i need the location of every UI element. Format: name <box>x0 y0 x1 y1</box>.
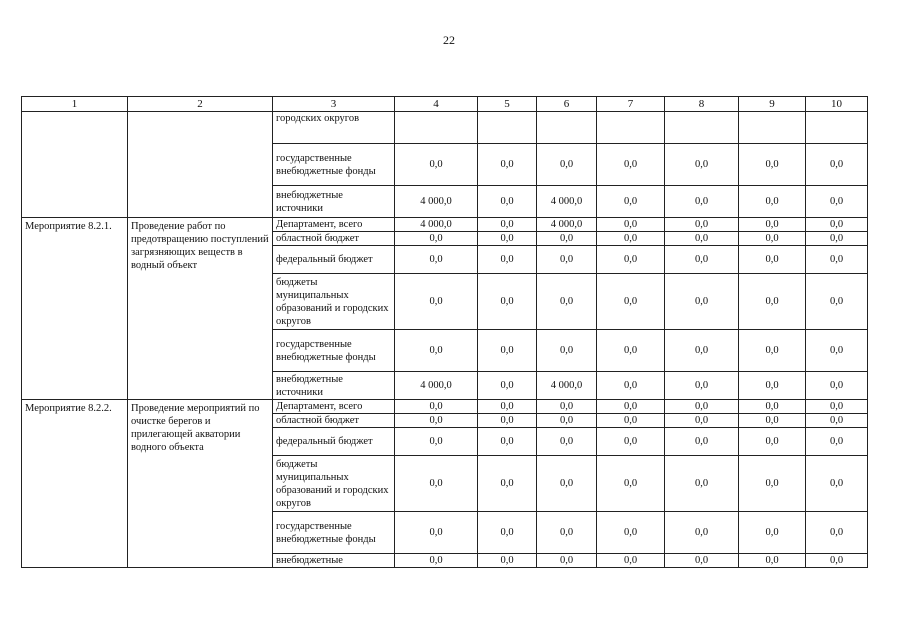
amount-cell: 0,0 <box>478 400 537 414</box>
amount-cell: 0,0 <box>395 330 478 372</box>
amount-cell: 0,0 <box>806 400 868 414</box>
funding-source: государственные внебюджетные фонды <box>273 330 395 372</box>
amount-cell: 0,0 <box>665 554 739 568</box>
amount-cell: 0,0 <box>395 232 478 246</box>
amount-cell: 0,0 <box>665 456 739 512</box>
table-row <box>22 112 868 144</box>
funding-source: бюджеты муниципальных образований и городских округов <box>273 456 395 512</box>
amount-cell: 0,0 <box>537 400 597 414</box>
amount-cell: 0,0 <box>597 246 665 274</box>
amount-cell: 0,0 <box>478 428 537 456</box>
amount-cell <box>665 112 739 144</box>
amount-cell: 0,0 <box>806 330 868 372</box>
amount-cell: 0,0 <box>806 274 868 330</box>
amount-cell: 0,0 <box>395 414 478 428</box>
amount-cell: 0,0 <box>665 414 739 428</box>
amount-cell: 0,0 <box>806 186 868 218</box>
measure-name: Проведение мероприятий по очистке берегов и прилегающей акватории водного объекта <box>128 400 273 568</box>
amount-cell: 0,0 <box>739 372 806 400</box>
funding-source: Департамент, всего <box>273 218 395 232</box>
funding-source: внебюджетные <box>273 554 395 568</box>
table-row <box>22 400 868 414</box>
funding-source: городских округов <box>273 112 395 144</box>
amount-cell: 0,0 <box>395 400 478 414</box>
amount-cell: 0,0 <box>597 232 665 246</box>
amount-cell: 0,0 <box>597 512 665 554</box>
amount-cell <box>597 112 665 144</box>
amount-cell: 0,0 <box>739 144 806 186</box>
amount-cell: 4 000,0 <box>395 186 478 218</box>
amount-cell: 0,0 <box>739 400 806 414</box>
measure-code-cell <box>22 112 128 218</box>
amount-cell: 0,0 <box>665 428 739 456</box>
amount-cell: 0,0 <box>537 428 597 456</box>
amount-cell <box>806 112 868 144</box>
amount-cell: 0,0 <box>806 554 868 568</box>
funding-source: областной бюджет <box>273 232 395 246</box>
amount-cell: 0,0 <box>597 218 665 232</box>
funding-source: Департамент, всего <box>273 400 395 414</box>
amount-cell: 0,0 <box>806 414 868 428</box>
amount-cell: 0,0 <box>537 246 597 274</box>
amount-cell: 0,0 <box>806 512 868 554</box>
amount-cell: 0,0 <box>478 186 537 218</box>
amount-cell: 0,0 <box>739 330 806 372</box>
amount-cell: 0,0 <box>665 232 739 246</box>
funding-source: областной бюджет <box>273 414 395 428</box>
amount-cell: 0,0 <box>478 218 537 232</box>
amount-cell: 0,0 <box>478 330 537 372</box>
amount-cell: 0,0 <box>478 554 537 568</box>
budget-table <box>21 96 868 568</box>
page-number: 22 <box>443 33 455 47</box>
amount-cell: 4 000,0 <box>537 218 597 232</box>
amount-cell: 0,0 <box>739 428 806 456</box>
amount-cell: 0,0 <box>537 330 597 372</box>
amount-cell: 0,0 <box>739 218 806 232</box>
column-header-6: 6 <box>537 97 597 112</box>
amount-cell: 0,0 <box>739 274 806 330</box>
amount-cell: 0,0 <box>665 512 739 554</box>
amount-cell: 0,0 <box>597 414 665 428</box>
column-header-10: 10 <box>806 97 868 112</box>
amount-cell: 0,0 <box>537 512 597 554</box>
amount-cell: 0,0 <box>478 232 537 246</box>
amount-cell: 0,0 <box>806 246 868 274</box>
amount-cell: 0,0 <box>665 400 739 414</box>
amount-cell: 0,0 <box>597 372 665 400</box>
amount-cell: 0,0 <box>739 512 806 554</box>
amount-cell: 0,0 <box>739 246 806 274</box>
amount-cell: 0,0 <box>395 246 478 274</box>
amount-cell: 0,0 <box>665 372 739 400</box>
amount-cell: 0,0 <box>478 144 537 186</box>
amount-cell: 0,0 <box>597 144 665 186</box>
header-row <box>22 97 868 112</box>
amount-cell: 0,0 <box>597 274 665 330</box>
amount-cell: 0,0 <box>806 428 868 456</box>
amount-cell: 0,0 <box>806 218 868 232</box>
amount-cell: 4 000,0 <box>537 372 597 400</box>
amount-cell: 0,0 <box>478 372 537 400</box>
amount-cell: 4 000,0 <box>395 218 478 232</box>
column-header-3: 3 <box>273 97 395 112</box>
amount-cell: 0,0 <box>739 186 806 218</box>
amount-cell: 0,0 <box>665 246 739 274</box>
amount-cell: 0,0 <box>537 274 597 330</box>
funding-source: бюджеты муниципальных образований и городских округов <box>273 274 395 330</box>
amount-cell: 0,0 <box>597 456 665 512</box>
measure-name: Проведение работ по предотвращению поступлений загрязняющих веществ в водный объект <box>128 218 273 400</box>
amount-cell <box>739 112 806 144</box>
amount-cell: 0,0 <box>395 428 478 456</box>
column-header-5: 5 <box>478 97 537 112</box>
column-header-2: 2 <box>128 97 273 112</box>
amount-cell: 0,0 <box>537 232 597 246</box>
amount-cell: 0,0 <box>806 144 868 186</box>
amount-cell: 0,0 <box>537 144 597 186</box>
measure-code: Мероприятие 8.2.2. <box>22 400 128 568</box>
amount-cell: 0,0 <box>806 232 868 246</box>
amount-cell: 0,0 <box>537 456 597 512</box>
amount-cell: 0,0 <box>395 274 478 330</box>
amount-cell: 0,0 <box>597 186 665 218</box>
amount-cell: 0,0 <box>478 512 537 554</box>
amount-cell: 0,0 <box>665 186 739 218</box>
funding-source: федеральный бюджет <box>273 428 395 456</box>
amount-cell: 0,0 <box>395 512 478 554</box>
amount-cell: 0,0 <box>478 456 537 512</box>
amount-cell: 0,0 <box>665 144 739 186</box>
amount-cell: 0,0 <box>478 246 537 274</box>
amount-cell: 0,0 <box>537 554 597 568</box>
amount-cell <box>537 112 597 144</box>
amount-cell <box>478 112 537 144</box>
funding-source: внебюджетные источники <box>273 186 395 218</box>
amount-cell: 0,0 <box>597 428 665 456</box>
funding-source: государственные внебюджетные фонды <box>273 512 395 554</box>
column-header-1: 1 <box>22 97 128 112</box>
amount-cell: 0,0 <box>739 414 806 428</box>
amount-cell: 0,0 <box>597 330 665 372</box>
amount-cell: 0,0 <box>597 554 665 568</box>
amount-cell: 0,0 <box>806 456 868 512</box>
measure-name-cell <box>128 112 273 218</box>
amount-cell: 0,0 <box>739 232 806 246</box>
amount-cell: 0,0 <box>665 330 739 372</box>
measure-code: Мероприятие 8.2.1. <box>22 218 128 400</box>
table-body <box>22 97 868 568</box>
column-header-4: 4 <box>395 97 478 112</box>
column-header-9: 9 <box>739 97 806 112</box>
amount-cell: 0,0 <box>739 456 806 512</box>
column-header-8: 8 <box>665 97 739 112</box>
amount-cell: 0,0 <box>395 554 478 568</box>
amount-cell <box>395 112 478 144</box>
amount-cell: 0,0 <box>395 144 478 186</box>
amount-cell: 0,0 <box>478 414 537 428</box>
amount-cell: 0,0 <box>739 554 806 568</box>
amount-cell: 0,0 <box>665 274 739 330</box>
funding-source: государственные внебюджетные фонды <box>273 144 395 186</box>
amount-cell: 0,0 <box>537 414 597 428</box>
amount-cell: 4 000,0 <box>537 186 597 218</box>
amount-cell: 0,0 <box>478 274 537 330</box>
column-header-7: 7 <box>597 97 665 112</box>
amount-cell: 0,0 <box>597 400 665 414</box>
funding-source: внебюджетные источники <box>273 372 395 400</box>
amount-cell: 0,0 <box>665 218 739 232</box>
amount-cell: 4 000,0 <box>395 372 478 400</box>
amount-cell: 0,0 <box>395 456 478 512</box>
amount-cell: 0,0 <box>806 372 868 400</box>
table-row <box>22 218 868 232</box>
funding-source: федеральный бюджет <box>273 246 395 274</box>
